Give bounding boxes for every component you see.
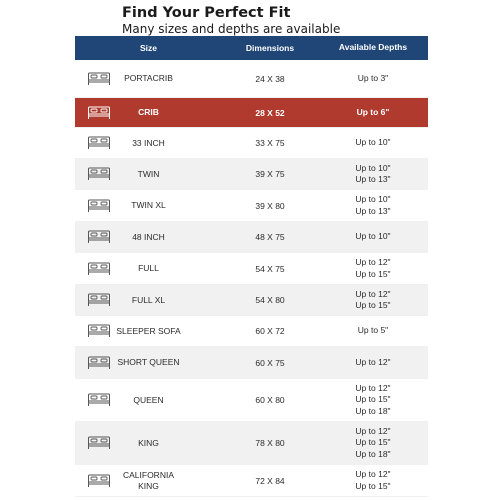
- depths-cell: Up to 12" Up to 15": [355, 469, 391, 491]
- table-row: [75, 465, 428, 497]
- table-row: [75, 190, 428, 222]
- table-row: [75, 253, 428, 285]
- dimensions-cell: 60 X 72: [255, 326, 285, 336]
- table-row: [75, 128, 428, 159]
- bed-icon: [87, 392, 111, 408]
- table-row: [75, 422, 428, 465]
- bed-icon: [87, 229, 111, 245]
- size-cell: [75, 438, 222, 449]
- size-cell: [75, 200, 222, 211]
- table-row: [75, 316, 428, 347]
- bed-icon: [87, 355, 111, 371]
- dimensions-cell: 39 X 80: [255, 200, 285, 211]
- size-label: CALIFORNIA KING: [122, 469, 174, 491]
- table-header: [75, 36, 428, 60]
- bed-icon: [87, 198, 111, 214]
- dimensions-cell: 78 X 80: [255, 438, 285, 448]
- dimensions-cell: 54 X 80: [255, 295, 285, 305]
- size-cell: [75, 232, 222, 243]
- column-header-size: Size: [139, 43, 157, 53]
- bed-icon: [87, 435, 111, 451]
- dimensions-cell: 60 X 75: [255, 357, 285, 368]
- table-row: [75, 222, 428, 253]
- size-table: [75, 36, 428, 497]
- size-cell: [75, 107, 222, 118]
- bed-icon: [87, 135, 111, 151]
- size-label: TWIN: [137, 168, 160, 179]
- size-label: FULL XL: [131, 294, 166, 305]
- size-cell: [75, 263, 222, 274]
- bed-icon: [87, 105, 111, 121]
- column-header-depths: Available Depths: [338, 42, 408, 53]
- depths-cell: Up to 10": [355, 137, 391, 148]
- table-row: [75, 379, 428, 422]
- size-cell: [75, 295, 222, 306]
- dimensions-cell: 72 X 84: [255, 475, 285, 486]
- dimensions-cell: 60 X 80: [255, 395, 285, 405]
- table-row: [75, 98, 428, 128]
- table-row: [75, 60, 428, 98]
- size-cell: [75, 169, 222, 180]
- bed-icon: [87, 71, 111, 87]
- depths-cell: Up to 3": [357, 72, 389, 83]
- dimensions-cell: 24 X 38: [255, 73, 285, 84]
- dimensions-cell: 54 X 75: [255, 263, 285, 274]
- size-label: PORTACRIB: [124, 73, 173, 83]
- depths-cell: Up to 12": [355, 356, 391, 367]
- size-cell: [75, 470, 222, 492]
- bed-icon: [87, 166, 111, 182]
- depths-cell: Up to 5": [357, 325, 389, 336]
- size-cell: [75, 357, 222, 368]
- bed-icon: [87, 323, 111, 339]
- size-label: QUEEN: [133, 394, 164, 405]
- dimensions-cell: 33 X 75: [255, 138, 285, 148]
- depths-cell: Up to 10": [355, 231, 391, 242]
- depths-cell: Up to 12" Up to 15" Up to 18": [355, 382, 391, 416]
- depths-cell: Up to 12" Up to 15": [355, 257, 391, 279]
- size-cell: [75, 326, 222, 337]
- depths-cell: Up to 12" Up to 15" Up to 18": [355, 425, 391, 459]
- table-body: [75, 60, 428, 497]
- page-title: Find Your Perfect Fit: [122, 5, 291, 21]
- size-label: TWIN XL: [131, 200, 166, 210]
- depths-cell: Up to 6": [356, 106, 390, 117]
- size-label: CRIB: [138, 107, 159, 117]
- size-label: SLEEPER SOFA: [116, 325, 181, 336]
- dimensions-cell: 28 X 52: [255, 107, 285, 118]
- size-cell: [75, 138, 222, 149]
- bed-icon: [87, 473, 111, 489]
- size-label: KING: [138, 437, 159, 448]
- depths-cell: Up to 10" Up to 13": [355, 162, 391, 184]
- size-label: 33 INCH: [132, 137, 165, 148]
- size-cell: [75, 73, 222, 84]
- page-subtitle: Many sizes and depths are available: [122, 22, 341, 36]
- size-label: FULL: [138, 263, 159, 273]
- bed-icon: [87, 292, 111, 308]
- table-row: [75, 285, 428, 316]
- table-row: [75, 159, 428, 190]
- depths-cell: Up to 10" Up to 13": [355, 194, 391, 216]
- table-row: [75, 347, 428, 379]
- column-header-dimensions: Dimensions: [245, 43, 295, 53]
- dimensions-cell: 39 X 75: [255, 169, 285, 179]
- depths-cell: Up to 12" Up to 15": [355, 288, 391, 310]
- size-label: SHORT QUEEN: [117, 357, 180, 367]
- bed-icon: [87, 261, 111, 277]
- dimensions-cell: 48 X 75: [255, 232, 285, 242]
- size-cell: [75, 395, 222, 406]
- size-label: 48 INCH: [132, 231, 165, 242]
